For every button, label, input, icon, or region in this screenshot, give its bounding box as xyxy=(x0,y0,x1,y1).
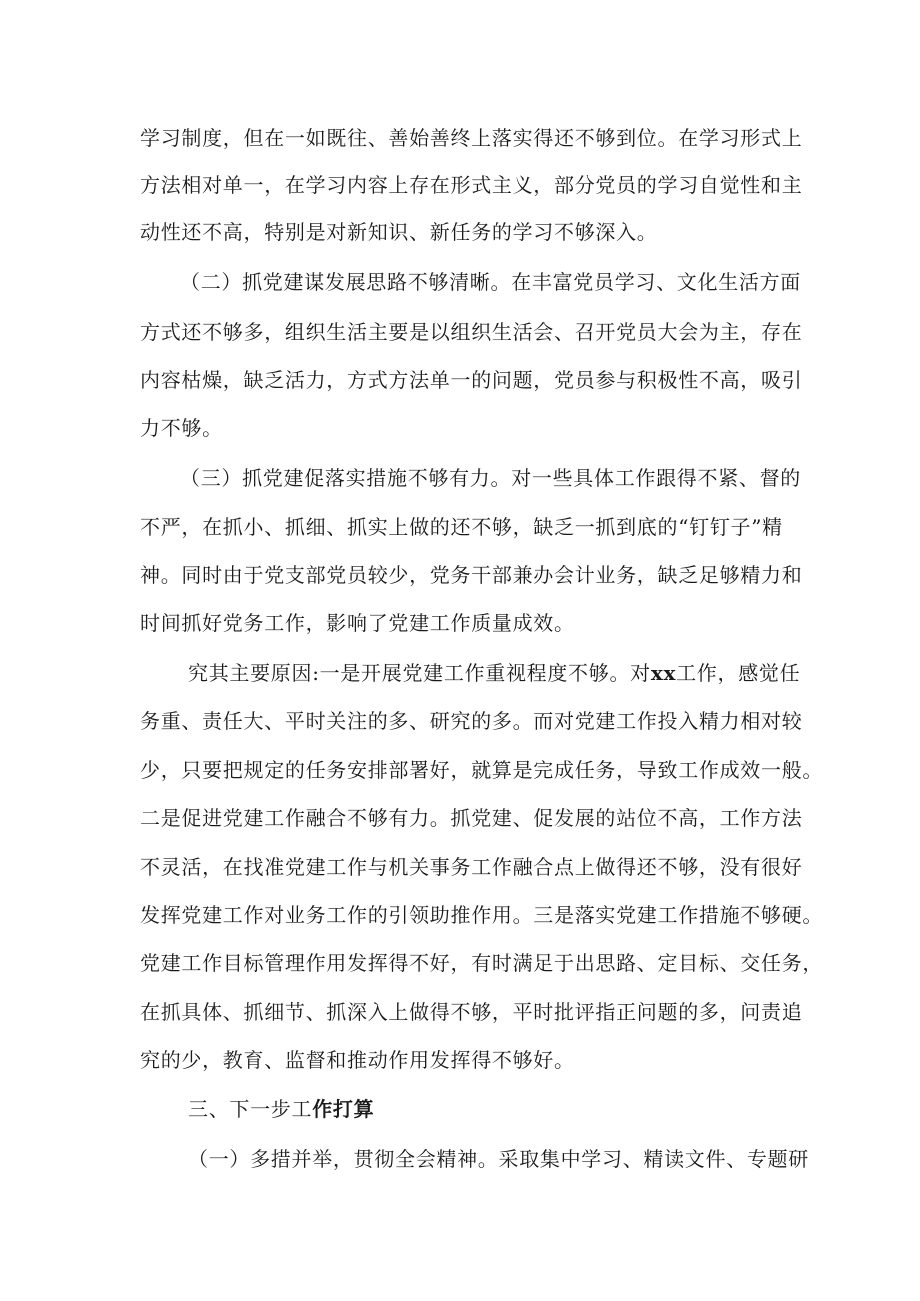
paragraph-line: 神。同时由于党支部党员较少，党务干部兼办会计业务，缺乏足够精力和 xyxy=(140,563,803,587)
paragraph-line: 方法相对单一，在学习内容上存在形式主义，部分党员的学习自觉性和主 xyxy=(140,173,803,197)
paragraph-line: 究的少，教育、监督和推动作用发挥得不够好。 xyxy=(140,1048,575,1072)
paragraph-line: 发挥党建工作对业务工作的引领助推作用。三是落实党建工作措施不够硬。 xyxy=(140,903,824,927)
paragraph-line: 力不够。 xyxy=(140,416,223,440)
paragraph-line xyxy=(0,659,920,687)
paragraph-text-bold: xx xyxy=(650,661,677,685)
heading-text: 三、下一步工 xyxy=(188,1097,313,1121)
paragraph-line: 不灵活，在找准党建工作与机关事务工作融合点上做得还不够，没有很好 xyxy=(140,855,803,879)
paragraph-line: 时间抓好党务工作，影响了党建工作质量成效。 xyxy=(140,611,575,635)
paragraph-line: 二是促进党建工作融合不够有力。抓党建、促发展的站位不高，工作方法 xyxy=(140,806,803,830)
section-heading xyxy=(0,1095,920,1123)
heading-text-bold: 作打算 xyxy=(312,1097,375,1121)
paragraph-line: 在抓具体、抓细节、抓深入上做得不够，平时批评指正问题的多，问责追 xyxy=(140,1000,803,1024)
paragraph-text: 工作，感觉任 xyxy=(676,661,801,685)
paragraph-line: 少，只要把规定的任务安排部署好，就算是完成任务，导致工作成效一般。 xyxy=(140,758,824,782)
paragraph-line: 务重、责任大、平时关注的多、研究的多。而对党建工作投入精力相对较 xyxy=(140,709,803,733)
paragraph-line: （一）多措并举，贯彻全会精神。采取集中学习、精读文件、专题研 xyxy=(188,1147,809,1171)
paragraph-line: 学习制度，但在一如既往、善始善终上落实得还不够到位。在学习形式上 xyxy=(140,126,803,150)
paragraph-line: （三）抓党建促落实措施不够有力。对一些具体工作跟得不紧、督的 xyxy=(180,466,801,490)
paragraph-line: （二）抓党建谋发展思路不够清晰。在丰富党员学习、文化生活方面 xyxy=(180,270,801,294)
paragraph-text: 究其主要原因:一是开展党建工作重视程度不够。对 xyxy=(188,661,651,685)
paragraph-line: 方式还不够多，组织生活主要是以组织生活会、召开党员大会为主，存在 xyxy=(140,320,803,344)
paragraph-line: 动性还不高，特别是对新知识、新任务的学习不够深入。 xyxy=(140,220,658,244)
paragraph-line: 内容枯燥，缺乏活力，方式方法单一的问题，党员参与积极性不高，吸引 xyxy=(140,368,803,392)
paragraph-line: 党建工作目标管理作用发挥得不好，有时满足于出思路、定目标、交任务， xyxy=(140,951,824,975)
paragraph-line: 不严，在抓小、抓细、抓实上做的还不够，缺乏一抓到底的“钉钉子”精 xyxy=(140,515,783,539)
